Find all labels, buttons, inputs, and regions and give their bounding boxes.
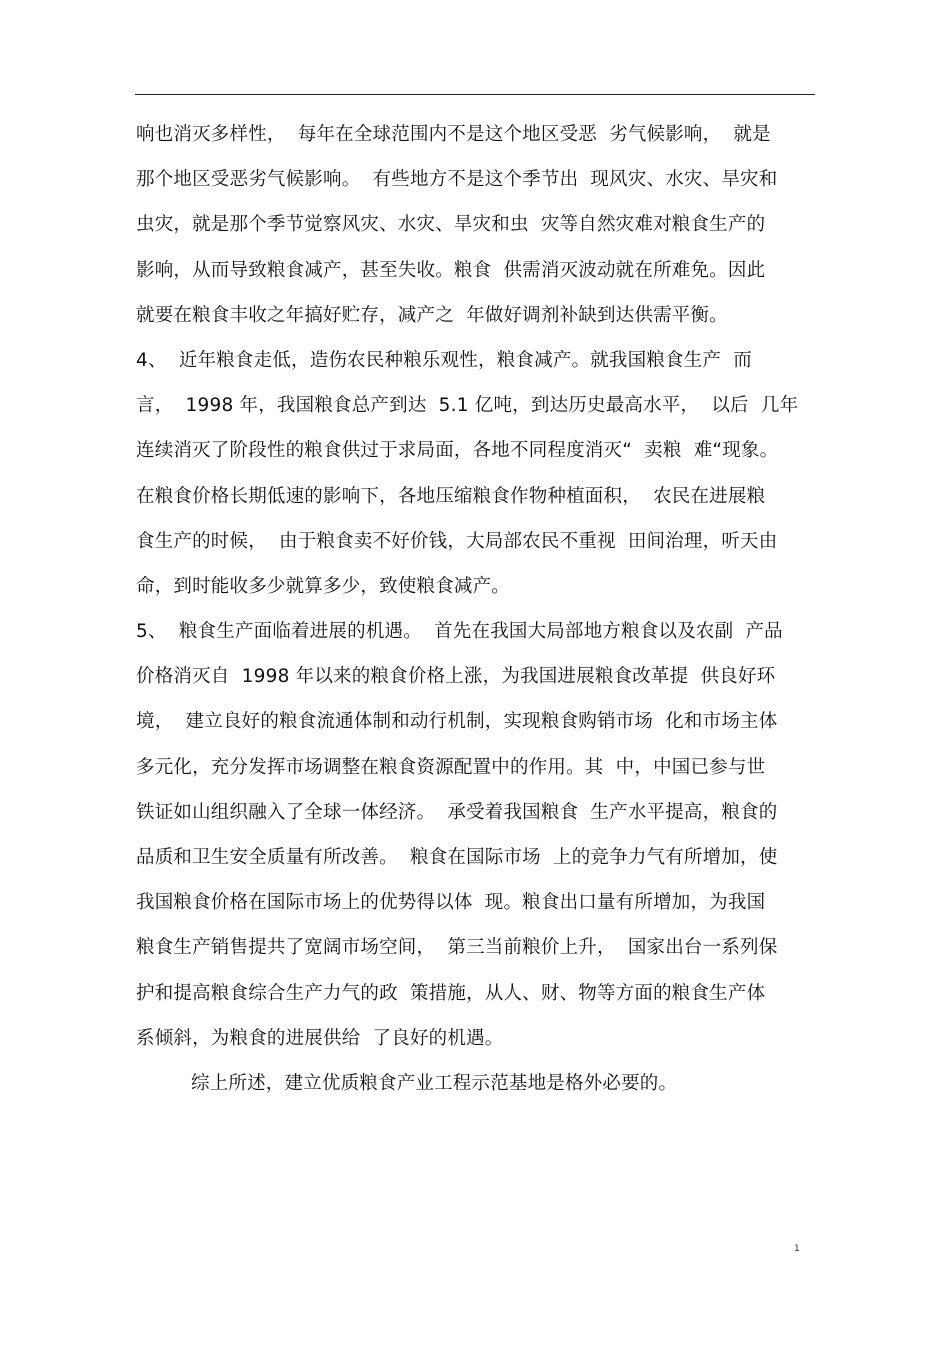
text-line: 境， 建立良好的粮食流通体制和动行机制，实现粮食购销市场 化和市场主体 bbox=[136, 711, 778, 733]
header-rule bbox=[135, 94, 815, 95]
text-line: 那个地区受恶劣气候影响。 有些地方不是这个季节出 现风灾、水灾、旱灾和 bbox=[136, 169, 778, 191]
text-line: 护和提高粮食综合生产力气的政 策措施，从人、财、物等方面的粮食生产体 bbox=[136, 982, 766, 1004]
text-line: 响也消灭多样性， 每年在全球范围内不是这个地区受恶 劣气候影响， 就是 bbox=[136, 124, 771, 145]
text-line: 5、 粮食生产面临着进展的机遇。 首先在我国大局部地方粮食以及农副 产品 bbox=[136, 621, 783, 643]
text-line: 价格消灭自 1998 年以来的粮食价格上涨，为我国进展粮食改革提 供良好环 bbox=[136, 666, 776, 688]
text-line: 我国粮食价格在国际市场上的优势得以体 现。粮食出口量有所增加，为我国 bbox=[136, 892, 766, 914]
text-line: 命，到时能收多少就算多少，致使粮食减产。 bbox=[136, 575, 511, 597]
text-line: 4、 近年粮食走低，造伤农民种粮乐观性，粮食减产。就我国粮食生产 而 bbox=[136, 349, 752, 371]
text-line: 粮食生产销售提共了宽阔市场空间， 第三当前粮价上升， 国家出台一系列保 bbox=[136, 937, 778, 959]
page-number: 1 bbox=[794, 1244, 800, 1254]
text-line: 言， 1998 年，我国粮食总产到达 5.1 亿吨，到达历史最高水平， 以后 几年 bbox=[136, 395, 799, 417]
text-line: 多元化，充分发挥市场调整在粮食资源配置中的作用。其 中，中国已参与世 bbox=[136, 756, 766, 778]
text-line: 就要在粮食丰收之年搞好贮存，减产之 年做好调剂补缺到达供需平衡。 bbox=[136, 304, 728, 326]
text-line: 铁证如山组织融入了全球一体经济。 承受着我国粮食 生产水平提高，粮食的 bbox=[136, 801, 778, 823]
document-body bbox=[136, 112, 816, 1106]
text-line: 在粮食价格长期低速的影响下，各地压缩粮食作物种植面积， 农民在进展粮 bbox=[136, 485, 766, 507]
text-line: 影响，从而导致粮食减产，甚至失收。粮食 供需消灭波动就在所难免。因此 bbox=[136, 259, 766, 281]
text-line: 连续消灭了阶段性的粮食供过于求局面，各地不同程度消灭“ 卖粮 难“现象。 bbox=[136, 440, 779, 462]
text-line: 系倾斜，为粮食的进展供给 了良好的机遇。 bbox=[136, 1027, 504, 1049]
text-line: 品质和卫生安全质量有所改善。 粮食在国际市场 上的竞争力气有所增加，使 bbox=[136, 847, 778, 868]
text-line: 虫灾，就是那个季节觉察风灾、水灾、旱灾和虫 灾等自然灾难对粮食生产的 bbox=[136, 214, 766, 236]
text-line: 食生产的时候， 由于粮食卖不好价钱，大局部农民不重视 田间治理，听天由 bbox=[136, 530, 778, 552]
conclusion-line: 综上所述，建立优质粮食产业工程示范基地是格外必要的。 bbox=[191, 1072, 678, 1094]
